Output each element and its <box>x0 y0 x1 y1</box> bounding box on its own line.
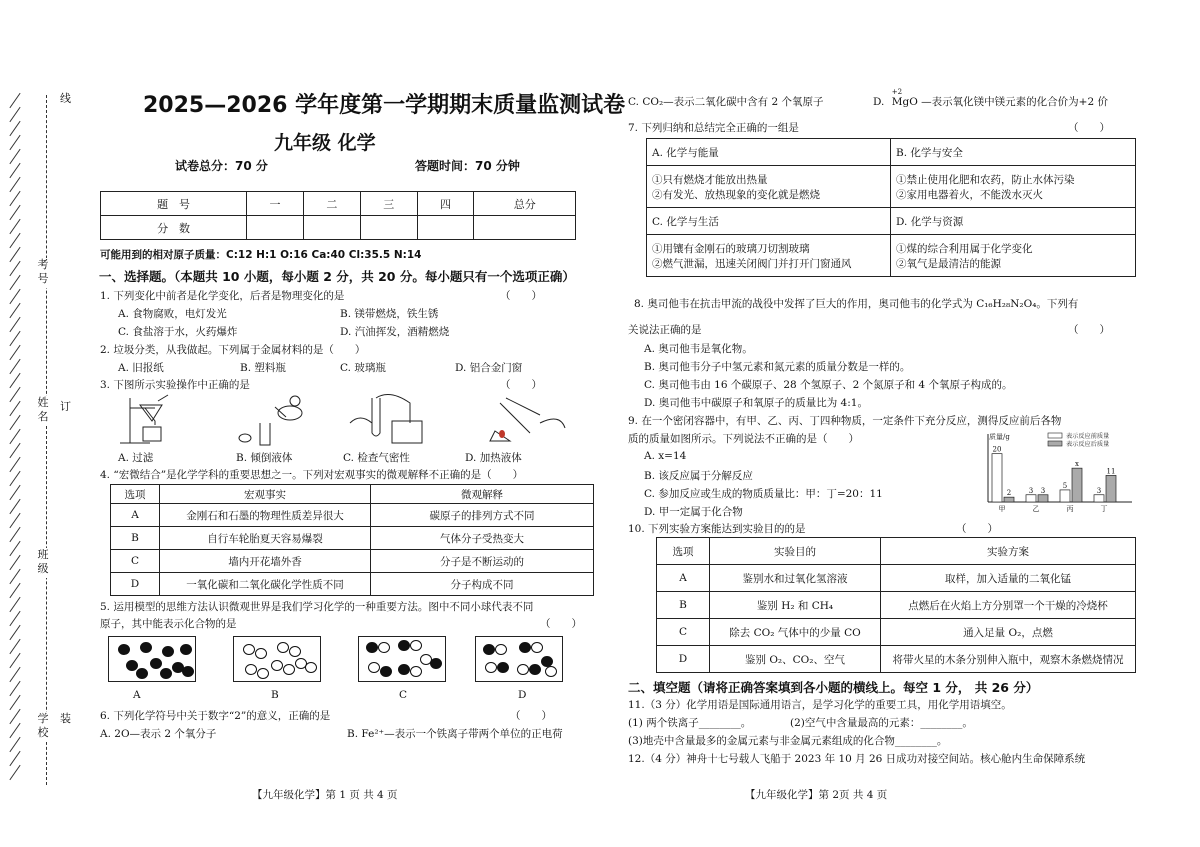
q1-option-b: B. 镁带燃烧，铁生锈 <box>340 308 439 320</box>
q1-stem: 1. 下列变化中前者是化学变化，后者是物理变化的是 <box>100 290 345 302</box>
q5-atom-dot <box>257 668 269 679</box>
q5-atom-dot <box>531 642 543 653</box>
q3-paren: （ ） <box>500 379 542 391</box>
q6-valence: +2 <box>891 88 903 96</box>
atomic-mass: 可能用到的相对原子质量：C:12 H:1 O:16 Ca:40 Cl:35.5 N:14 <box>100 249 422 261</box>
category-label: 甲 <box>998 505 1006 513</box>
binding-zhuang: 装 <box>60 712 71 725</box>
score-cell[interactable] <box>417 216 474 240</box>
q3-option-a: A. 过滤 <box>118 452 154 464</box>
q5-atom-dot <box>140 642 152 653</box>
q5-atom-dot <box>410 666 422 677</box>
table-row <box>657 592 1136 619</box>
q7-c2: ②燃气泄漏，迅速关闭阀门并打开门窗通风 <box>652 257 852 270</box>
q10-cell: 鉴别 H₂ 和 CH₄ <box>710 592 881 619</box>
q7-c-head: C. 化学与生活 <box>647 208 891 235</box>
table-row <box>111 527 594 550</box>
q10-stem: 10. 下列实验方案能达到实验目的的是 <box>628 523 806 535</box>
q9-option-c: C. 参加反应或生成的物质质量比：甲：丁=20：11 <box>644 488 883 500</box>
q5-model-b <box>233 636 321 682</box>
category-label: 丁 <box>1100 505 1108 513</box>
q3-option-d: D. 加热液体 <box>465 452 522 464</box>
q10-cell: D <box>657 646 710 673</box>
q5-paren: （ ） <box>540 618 582 630</box>
q5-label-c: C <box>399 689 408 701</box>
q2-option-d: D. 铝合金门窗 <box>455 362 523 374</box>
score-head-cell: 题 号 <box>101 192 247 216</box>
q10-cell: A <box>657 565 710 592</box>
score-table <box>100 191 576 240</box>
y-axis-label: 质量/g <box>989 433 1010 441</box>
footer-right: 【九年级化学】第 2页 共 4 页 <box>745 789 888 801</box>
q8-line2: 关说法正确的是 <box>628 324 702 336</box>
q5-atom-dot <box>368 662 380 673</box>
q4-cell: 分子构成不同 <box>371 573 594 596</box>
legend-label: 表示反应前质量 <box>1066 433 1110 440</box>
q5-atom-dot <box>271 660 283 671</box>
q5-label-d: D <box>518 689 527 701</box>
q7-c1: ①用镶有金刚石的玻璃刀切割玻璃 <box>652 242 810 255</box>
binding-line-char: 线 <box>60 92 71 105</box>
q5-atom-dot <box>545 666 557 677</box>
q5-atom-dot <box>410 640 422 651</box>
q11-part3: (3)地壳中含量最多的金属元素与非金属元素组成的化合物________。 <box>628 735 948 747</box>
q7-b-head: B. 化学与安全 <box>891 139 1136 166</box>
bar <box>1106 475 1116 502</box>
q4-cell: 分子是不断运动的 <box>371 550 594 573</box>
bar-data-label: x <box>1075 460 1079 469</box>
q5-atom-dot <box>289 646 301 657</box>
legend-swatch <box>1048 441 1062 446</box>
q4-cell: 碳原子的排列方式不同 <box>371 504 594 527</box>
q7-a1: ①只有燃烧才能放出热量 <box>652 173 768 186</box>
q4-table <box>110 484 594 596</box>
q9-option-b: B. 该反应属于分解反应 <box>644 470 753 482</box>
q5-line2: 原子，其中能表示化合物的是 <box>100 618 237 630</box>
q4-cell: 一氧化碳和二氧化碳化学性质不同 <box>160 573 371 596</box>
q2-option-a: A. 旧报纸 <box>118 362 164 374</box>
q6-option-d-text: —表示氧化镁中镁元素的化合价为+2 价 <box>921 96 1108 108</box>
table-row <box>111 504 594 527</box>
legend-label: 表示反应后质量 <box>1066 441 1110 448</box>
q5-atom-dot <box>398 664 410 675</box>
q5-atom-dot <box>483 644 495 655</box>
exam-title: 2025—2026 学年度第一学期期末质量监测试卷 <box>143 93 626 118</box>
binding-exam-no: 考号 <box>36 258 50 288</box>
q5-atom-dot <box>378 642 390 653</box>
q5-atom-dot <box>529 664 541 675</box>
q4-cell: 金刚石和石墨的物理性质差异很大 <box>160 504 371 527</box>
q5-atom-dot <box>380 666 392 677</box>
q5-label-a: A <box>133 689 141 701</box>
binding-slash-mark <box>9 765 20 780</box>
q10-cell: 除去 CO₂ 气体中的少量 CO <box>710 619 881 646</box>
q5-atom-dot <box>517 664 529 675</box>
q5-atom-dot <box>398 640 410 651</box>
q10-head: 实验方案 <box>881 538 1136 565</box>
q4-cell: 墙内开花墙外香 <box>160 550 371 573</box>
q5-atom-dot <box>243 644 255 655</box>
binding-ding: 订 <box>60 400 71 413</box>
bar <box>992 454 1002 502</box>
table-row <box>657 619 1136 646</box>
q4-head: 宏观事实 <box>160 485 371 504</box>
q5-atom-dot <box>182 666 194 677</box>
binding-margin <box>0 0 70 847</box>
q2-option-c: C. 玻璃瓶 <box>340 362 386 374</box>
q8-line1: 8. 奥司他韦在抗击甲流的战役中发挥了巨大的作用，奥司他韦的化学式为 C₁₆H₂₈N₂O₄。下列有 <box>634 298 1079 310</box>
bar <box>1060 490 1070 502</box>
q5-atom-dot <box>366 642 378 653</box>
q5-atom-dot <box>485 662 497 673</box>
q7-d-body <box>891 235 1136 277</box>
binding-name: 姓名 <box>36 396 50 426</box>
q3-apparatus-figure <box>110 393 580 448</box>
q1-option-d: D. 汽油挥发，酒精燃烧 <box>340 326 450 338</box>
q8-option-c: C. 奥司他韦由 16 个碳原子、28 个氢原子、2 个氮原子和 4 个氧原子构成的。 <box>644 379 1013 391</box>
score-cell[interactable] <box>247 216 304 240</box>
q4-cell: C <box>111 550 160 573</box>
q10-cell: 取样，加入适量的二氧化锰 <box>881 565 1136 592</box>
q4-cell: D <box>111 573 160 596</box>
q2-stem: 2. 垃圾分类，从我做起。下列属于金属材料的是（ ） <box>100 344 366 356</box>
q3-stem: 3. 下图所示实验操作中正确的是 <box>100 379 250 391</box>
table-row <box>111 573 594 596</box>
q7-paren: （ ） <box>1068 122 1110 134</box>
q9-bar-chart <box>978 428 1140 514</box>
q7-stem: 7. 下列归纳和总结完全正确的一组是 <box>628 122 799 134</box>
q8-option-a: A. 奥司他韦是氧化物。 <box>644 343 753 355</box>
q3-option-b: B. 倾倒液体 <box>236 452 293 464</box>
q3-option-c: C. 检查气密性 <box>343 452 410 464</box>
exam-time: 答题时间：70 分钟 <box>415 159 520 173</box>
bar <box>1094 495 1104 502</box>
score-head-cell: 总分 <box>474 192 576 216</box>
q2-option-b: B. 塑料瓶 <box>240 362 286 374</box>
q5-atom-dot <box>118 644 130 655</box>
bar <box>1072 468 1082 502</box>
bar-data-label: 11 <box>1106 467 1116 476</box>
q10-head: 选项 <box>657 538 710 565</box>
q8-option-b: B. 奥司他韦分子中氢元素和氮元素的质量分数是一样的。 <box>644 361 911 373</box>
bar <box>1004 497 1014 502</box>
q11-stem: 11.（3 分）化学用语是国际通用语言，是学习化学的重要工具，用化学用语填空。 <box>628 699 1012 711</box>
q5-line1: 5. 运用模型的思维方法认识微观世界是我们学习化学的一种重要方法。图中不同小球代表不同 <box>100 601 534 613</box>
bar-data-label: 3 <box>1040 486 1046 495</box>
bar-data-label: 3 <box>1096 486 1102 495</box>
q5-atom-dot <box>519 642 531 653</box>
q8-option-d: D. 奥司他韦中碳原子和氧原子的质量比为 4:1。 <box>644 397 868 409</box>
q7-a-body <box>647 166 891 208</box>
bar <box>1038 495 1048 502</box>
footer-left: 【九年级化学】第 1 页 共 4 页 <box>252 789 398 801</box>
q10-cell: 将带火星的木条分别伸入瓶中，观察木条燃烧情况 <box>881 646 1136 673</box>
q6-option-d-formula <box>891 88 918 108</box>
q10-head: 实验目的 <box>710 538 881 565</box>
q6-stem: 6. 下列化学符号中关于数字“2”的意义，正确的是 <box>100 710 331 722</box>
q7-d2: ②氧气是最清洁的能源 <box>896 257 1001 270</box>
q5-atom-dot <box>180 644 192 655</box>
q6-option-b: B. Fe²⁺—表示一个铁离子带两个单位的正电荷 <box>347 728 563 740</box>
exam-subtitle: 九年级 化学 <box>274 132 376 154</box>
q1-paren: （ ） <box>500 290 542 302</box>
q10-cell: B <box>657 592 710 619</box>
q4-head: 选项 <box>111 485 160 504</box>
q10-cell: 通入足量 O₂，点燃 <box>881 619 1136 646</box>
q6-paren: （ ） <box>510 710 552 722</box>
q9-option-a: A. x=14 <box>644 450 687 462</box>
q7-table <box>646 138 1136 277</box>
bar <box>1026 495 1036 502</box>
q6-option-a: A. 2O—表示 2 个氧分子 <box>100 728 217 740</box>
q4-cell: B <box>111 527 160 550</box>
q12-stem: 12.（4 分）神舟十七号载人飞船于 2023 年 10 月 26 日成功对接空间站。核心舱内生命保障系统 <box>628 753 1086 765</box>
q7-b-body <box>891 166 1136 208</box>
binding-class: 班级 <box>36 548 50 578</box>
q7-a-head: A. 化学与能量 <box>647 139 891 166</box>
score-head-cell: 一 <box>247 192 304 216</box>
q7-c-body <box>647 235 891 277</box>
q6-option-d-label: D. <box>873 96 885 108</box>
section-2-heading: 二、填空题（请将正确答案填到各小题的横线上。每空 1 分， 共 26 分） <box>628 680 1039 695</box>
category-label: 丙 <box>1066 505 1074 513</box>
score-head-cell: 三 <box>360 192 417 216</box>
q5-atom-dot <box>497 662 509 673</box>
q11-part1: (1) 两个铁离子________。 <box>628 717 752 729</box>
q5-atom-dot <box>150 658 162 669</box>
bar-data-label: 2 <box>1006 489 1012 498</box>
q5-atom-dot <box>277 642 289 653</box>
q4-head: 微观解释 <box>371 485 594 504</box>
q7-b1: ①禁止使用化肥和农药，防止水体污染 <box>896 173 1075 186</box>
q5-atom-dot <box>283 664 295 675</box>
total-score: 试卷总分：70 分 <box>175 159 268 173</box>
table-row <box>111 550 594 573</box>
score-cell[interactable] <box>360 216 417 240</box>
q5-atom-dot <box>430 658 442 669</box>
q10-table <box>656 537 1136 673</box>
q6-option-c: C. CO₂—表示二氧化碳中含有 2 个氧原子 <box>628 96 824 108</box>
q4-cell: A <box>111 504 160 527</box>
q5-atom-dot <box>245 664 257 675</box>
bar-data-label: 3 <box>1028 486 1034 495</box>
score-cell[interactable] <box>474 216 576 240</box>
q5-atom-dot <box>160 668 172 679</box>
q1-option-c: C. 食盐溶于水，火药爆炸 <box>118 326 238 338</box>
category-label: 乙 <box>1032 505 1040 513</box>
q5-atom-dot <box>305 662 317 673</box>
score-row-label: 分 数 <box>101 216 247 240</box>
q8-paren: （ ） <box>1068 324 1110 336</box>
score-head-cell: 二 <box>303 192 360 216</box>
q7-d1: ①煤的综合利用属于化学变化 <box>896 242 1033 255</box>
q10-cell: 鉴别水和过氧化氢溶液 <box>710 565 881 592</box>
q4-cell: 气体分子受热变大 <box>371 527 594 550</box>
q4-stem: 4. “宏微结合”是化学学科的重要思想之一。下列对宏观事实的微观解释不正确的是（ ） <box>100 469 524 481</box>
q10-cell: 点燃后在火焰上方分别罩一个干燥的冷烧杯 <box>881 592 1136 619</box>
q11-part2: (2)空气中含量最高的元素：________。 <box>790 717 973 729</box>
bar-data-label: 5 <box>1062 481 1068 490</box>
q9-line2: 质的质量如图所示。下列说法不正确的是（ ） <box>628 433 859 445</box>
q1-option-a: A. 食物腐败，电灯发光 <box>118 308 227 320</box>
table-row <box>657 646 1136 673</box>
score-head-cell: 四 <box>417 192 474 216</box>
bar-data-label: 20 <box>992 445 1002 454</box>
binding-dashed-line <box>46 95 47 785</box>
q5-atom-dot <box>255 648 267 659</box>
q5-atom-dot <box>136 668 148 679</box>
q7-b2: ②家用电器着火，不能泼水灭火 <box>896 188 1043 201</box>
legend-swatch <box>1048 433 1062 438</box>
q6-option-d <box>873 88 1108 109</box>
table-row <box>657 565 1136 592</box>
q9-option-d: D. 甲一定属于化合物 <box>644 506 743 518</box>
q5-label-b: B <box>271 689 279 701</box>
q10-paren: （ ） <box>956 523 998 535</box>
binding-school: 学校 <box>36 712 50 742</box>
q9-line1: 9. 在一个密闭容器中，有甲、乙、丙、丁四种物质，一定条件下充分反应，测得反应前后各物 <box>628 415 1062 427</box>
score-cell[interactable] <box>303 216 360 240</box>
q5-atom-dot <box>162 646 174 657</box>
q10-cell: C <box>657 619 710 646</box>
section-1-heading: 一、选择题。（本题共 10 小题，每小题 2 分，共 20 分。每小题只有一个选项正确） <box>99 269 575 284</box>
q7-d-head: D. 化学与资源 <box>891 208 1136 235</box>
q10-cell: 鉴别 O₂、CO₂、空气 <box>710 646 881 673</box>
q4-cell: 自行车轮胎夏天容易爆裂 <box>160 527 371 550</box>
q7-a2: ②有发光、放热现象的变化就是燃烧 <box>652 188 820 201</box>
q5-atom-dot <box>495 644 507 655</box>
q6-formula-text: MgO <box>891 96 918 108</box>
